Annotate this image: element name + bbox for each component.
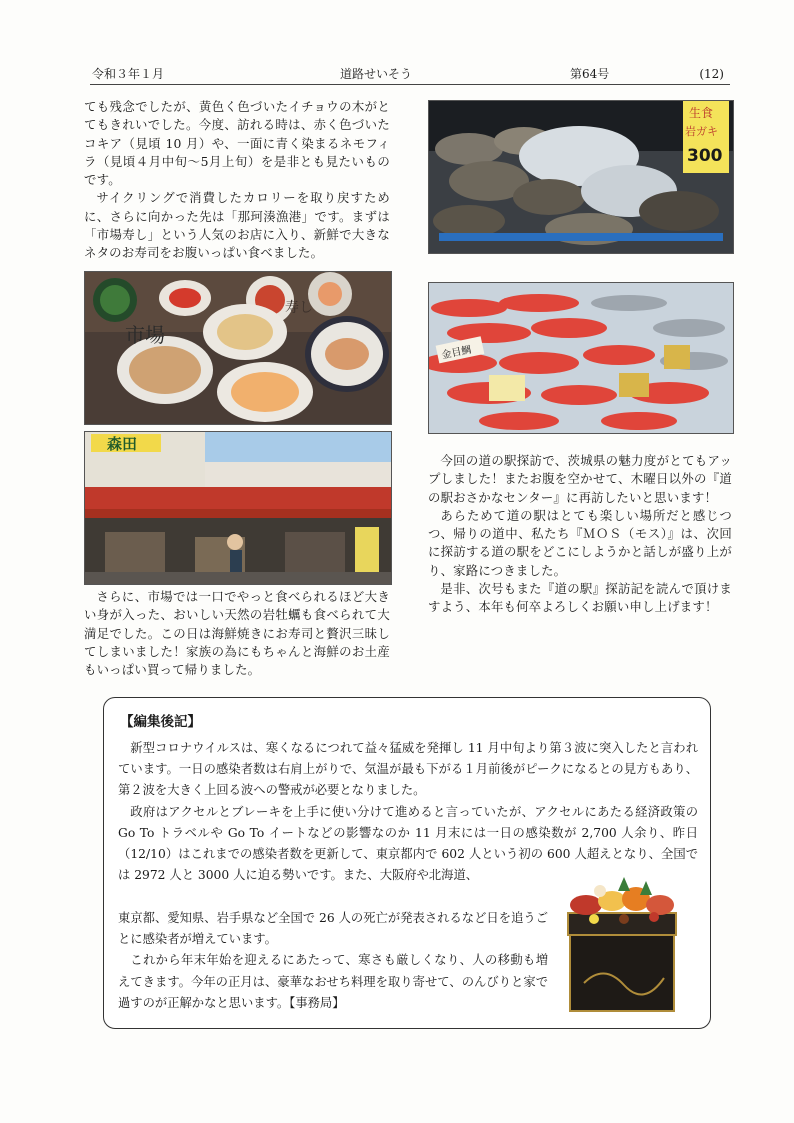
oyster-sign-mid: 岩ガキ <box>685 125 718 138</box>
left-column-top-text <box>84 98 390 263</box>
header-date: 令和３年１月 <box>92 67 165 81</box>
editorial-title: 【編集後記】 <box>120 714 201 730</box>
header-title: 道路せいそう <box>340 67 413 81</box>
editorial-paragraph-3: これから年末年始を迎えるにあたって、寒さも厳しくなり、人の移動も増えてきます。今年の正月は、豪華なおせち料理を取り寄せて、のんびりと家で過すのが正解かなと思います。【事務局】 <box>118 953 548 1010</box>
oyster-photo <box>428 100 734 254</box>
page-header <box>90 66 730 85</box>
red-fish-photo <box>428 282 734 434</box>
left-paragraph-3: さらに、市場では一口でやっと食べられるほど大きい身が入った、おいしい天然の岩牡蠣も食べられて大満足でした。この日は海鮮焼きにお寿司と贅沢三昧してしまいました！家族の為にもちゃんと海鮮のお土産もいっぱい買って帰りました。 <box>84 589 390 678</box>
editorial-text <box>118 738 698 886</box>
fish-market-photo <box>84 431 392 585</box>
right-column-text <box>428 452 732 617</box>
editorial-text-wrap <box>118 908 548 1014</box>
editorial-paragraph-1: 新型コロナウイルスは、寒くなるにつれて益々猛威を発揮し 11 月中旬より第３波に突入したと言われています。一日の感染者数は右肩上がりで、気温が最も下がる１月前後がピークになるとの見方もあり、第２波を大きく上回る波への警戒が必要となりました。 <box>118 741 698 798</box>
editorial-paragraph-2a: 政府はアクセルとブレーキを上手に使い分けて進めると言っていたが、アクセルにあたる経済政策の Go To トラベルや Go To イートなどの影響なのか 11 月末には一日の感染数が 2,700 人余り、昨日（12/10）はこれまでの感染者数を更新して、東京都内で 602 人という初の 600 人超えとなり、全国では 2972 人と 3000 人に迫る勢いです。また、大阪府や北海道、 <box>118 804 698 883</box>
right-paragraph-1: 今回の道の駅探訪で、茨城県の魅力度がとてもアップしました！またお腹を空かせて、木曜日以外の『道の駅おさかなセンター』に再訪したいと思います！ <box>428 453 732 505</box>
oyster-price: 300 <box>687 146 723 166</box>
editorial-paragraph-2b: 東京都、愛知県、岩手県など全国で 26 人の死亡が発表されるなど日を追うごとに感染者が増えています。 <box>118 911 548 947</box>
sushi-photo <box>84 271 392 425</box>
left-column-bottom-text <box>84 588 390 679</box>
right-paragraph-2: あらためて道の駅はとても楽しい場所だと感じつつ、帰りの道中、私たち『ＭＯＳ（モス）』は、次回に探訪する道の駅をどこにしようかと話しが盛り上がり、家路につきました。 <box>428 507 732 578</box>
header-issue: 第64号 <box>570 67 610 81</box>
left-paragraph-2: サイクリングで消費したカロリーを取り戻すために、さらに向かった先は「那珂湊漁港」です。まずは「市場寿し」という人気のお店に入り、新鮮で大きなネタのお寿司をお腹いっぱい食べました。 <box>84 190 390 261</box>
oyster-sign-top: 生食 <box>689 106 714 120</box>
osechi-box-illustration <box>564 873 680 1013</box>
fish-tag-text: 金目鯛 <box>440 344 473 362</box>
header-page-number: (12) <box>699 67 724 81</box>
sushi-sign-text-1: 市場 <box>125 323 165 347</box>
sushi-sign-text-2: 寿し <box>285 300 313 316</box>
left-paragraph-1: ても残念でしたが、黄色く色づいたイチョウの木がとてもきれいでした。今度、訪れる時は、赤く色づいたコキア（見頃 10 月）や、一面に青く染まるネモフィラ（見頃４月中旬～5月上旬）を是非とも見たいものです。 <box>84 99 390 188</box>
editorial-box <box>103 697 711 1029</box>
right-paragraph-3: 是非、次号もまた『道の駅』探訪記を読んで頂けますよう、本年も何卒よろしくお願い申し上げます！ <box>428 581 732 615</box>
market-sign-text: 森田 <box>107 435 138 453</box>
